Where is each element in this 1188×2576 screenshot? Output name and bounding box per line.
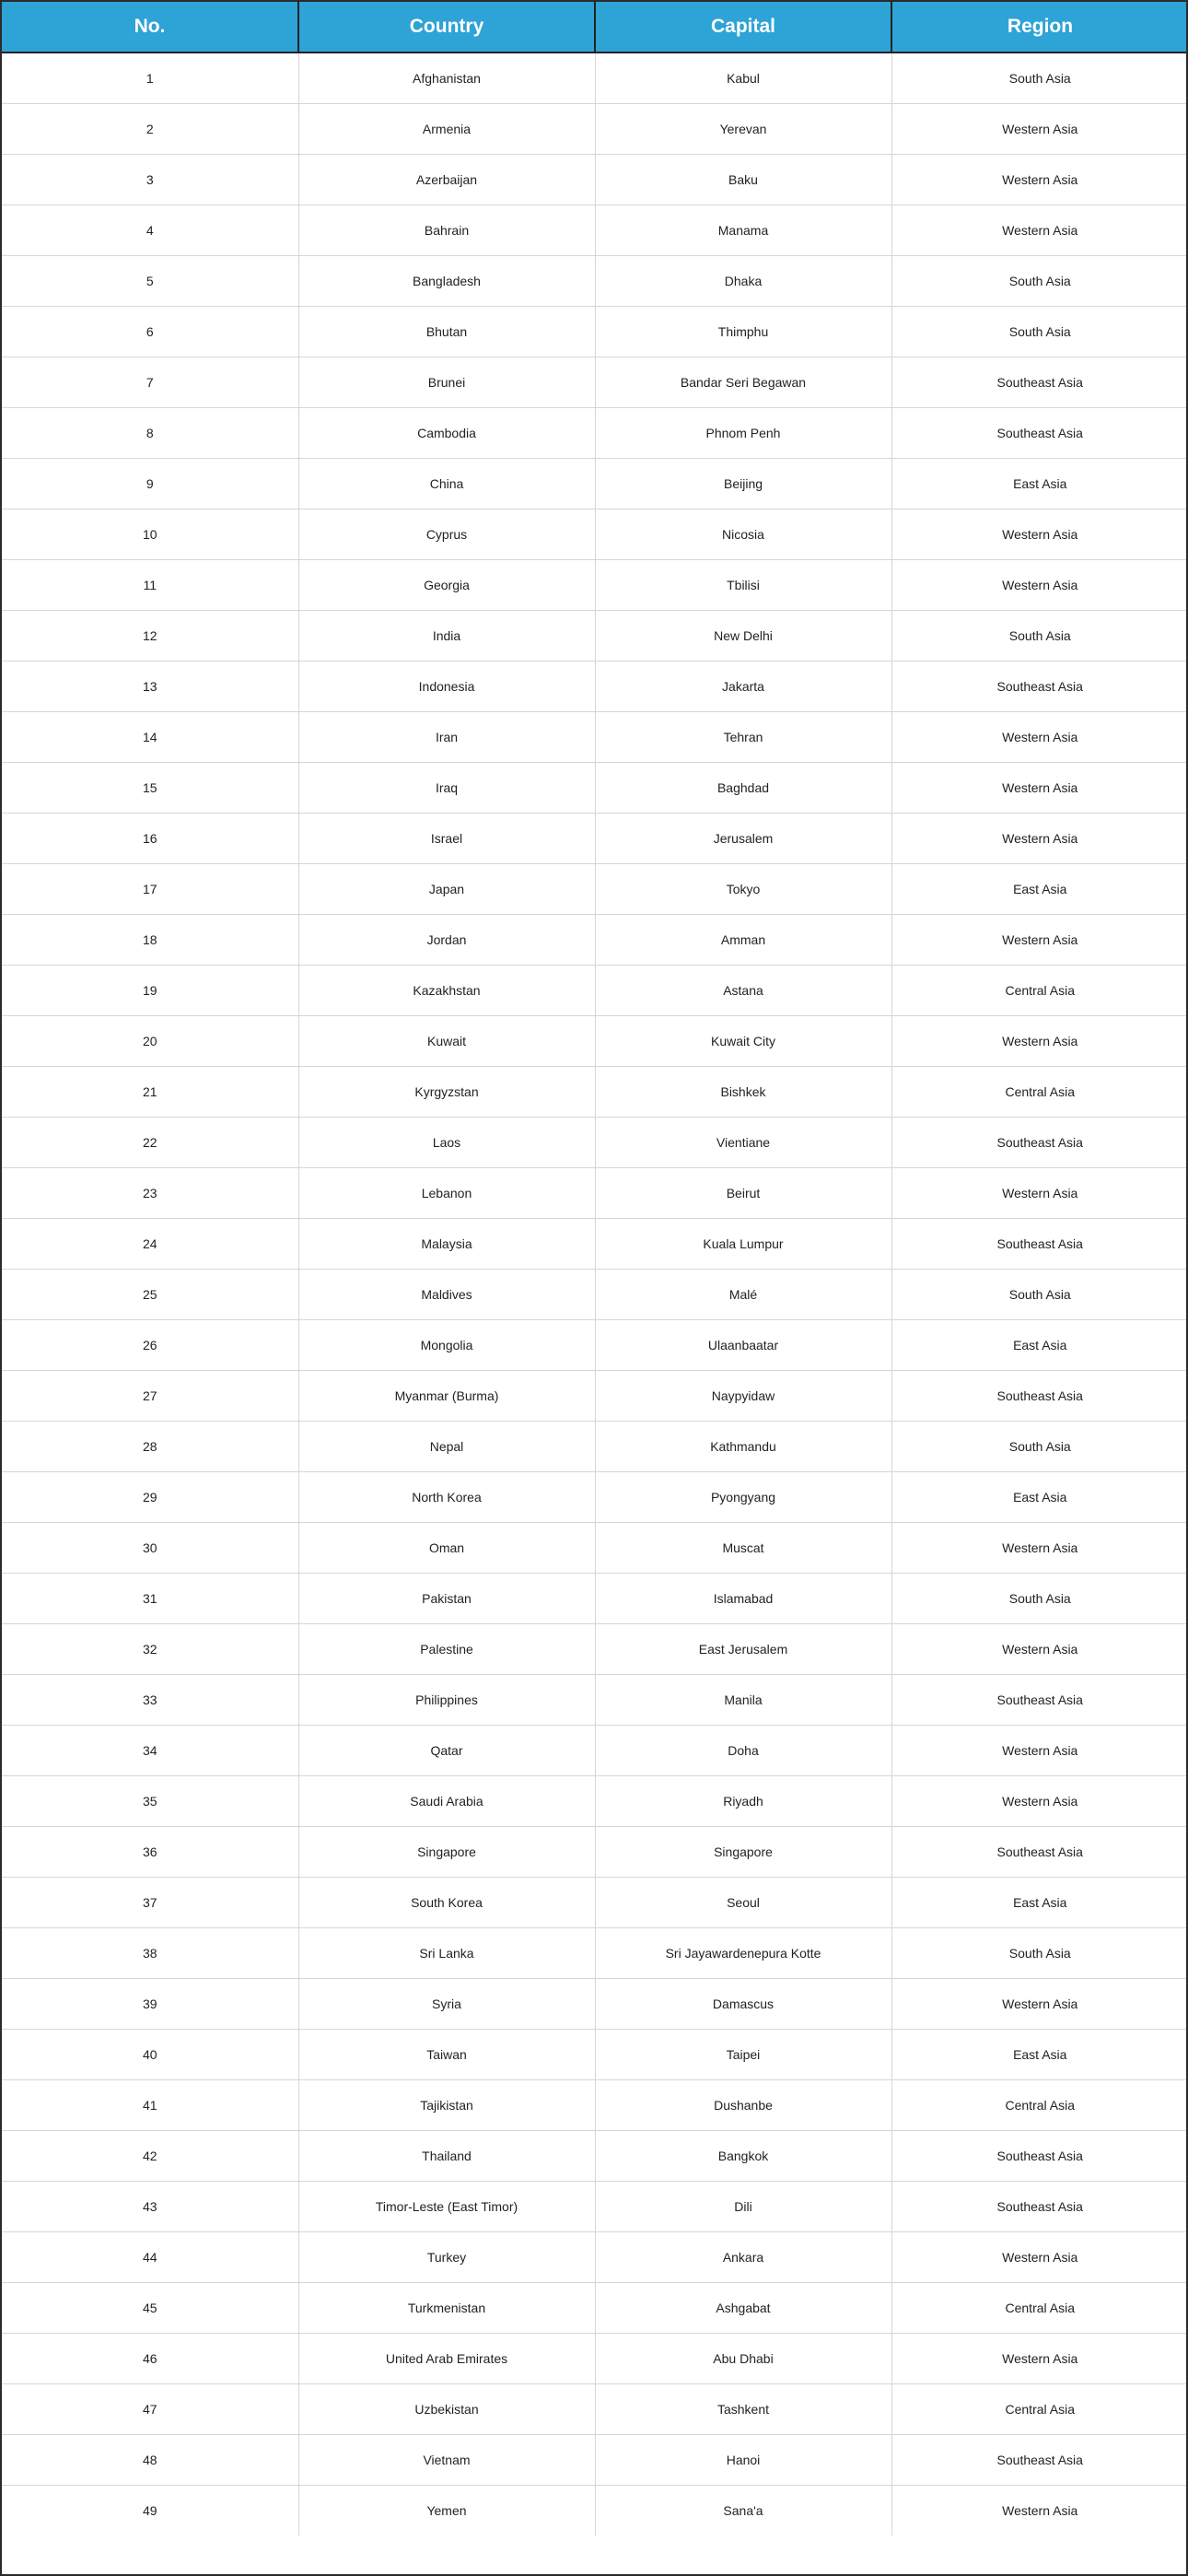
cell-no: 21 (2, 1066, 298, 1117)
cell-country: Cambodia (298, 407, 595, 458)
cell-country: South Korea (298, 1877, 595, 1927)
table-row (2, 2130, 1188, 2181)
cell-capital: Seoul (595, 1877, 891, 1927)
cell-capital: Hanoi (595, 2434, 891, 2485)
cell-no: 17 (2, 863, 298, 914)
cell-capital: Islamabad (595, 1573, 891, 1623)
table-row (2, 1775, 1188, 1826)
cell-region: Western Asia (891, 559, 1188, 610)
cell-region: Western Asia (891, 1015, 1188, 1066)
cell-country: Timor-Leste (East Timor) (298, 2181, 595, 2231)
cell-region: Western Asia (891, 1978, 1188, 2029)
cell-no: 29 (2, 1471, 298, 1522)
cell-region: Southeast Asia (891, 2130, 1188, 2181)
cell-country: Uzbekistan (298, 2383, 595, 2434)
cell-no: 46 (2, 2333, 298, 2383)
cell-capital: New Delhi (595, 610, 891, 661)
table-row (2, 509, 1188, 559)
cell-capital: Dili (595, 2181, 891, 2231)
cell-country: Indonesia (298, 661, 595, 711)
header-capital: Capital (595, 2, 891, 53)
table-row (2, 103, 1188, 154)
cell-region: South Asia (891, 1573, 1188, 1623)
cell-no: 26 (2, 1319, 298, 1370)
cell-no: 3 (2, 154, 298, 205)
table-row (2, 2079, 1188, 2130)
cell-capital: Naypyidaw (595, 1370, 891, 1421)
cell-no: 6 (2, 306, 298, 357)
cell-capital: Damascus (595, 1978, 891, 2029)
cell-no: 28 (2, 1421, 298, 1471)
cell-capital: Abu Dhabi (595, 2333, 891, 2383)
cell-no: 38 (2, 1927, 298, 1978)
cell-capital: Vientiane (595, 1117, 891, 1167)
table-row (2, 2485, 1188, 2535)
cell-country: North Korea (298, 1471, 595, 1522)
cell-region: Southeast Asia (891, 1674, 1188, 1725)
cell-country: Nepal (298, 1421, 595, 1471)
cell-no: 14 (2, 711, 298, 762)
cell-capital: Bishkek (595, 1066, 891, 1117)
cell-no: 2 (2, 103, 298, 154)
table-row (2, 1015, 1188, 1066)
table-row (2, 2231, 1188, 2282)
cell-country: Kazakhstan (298, 965, 595, 1015)
table-row (2, 205, 1188, 255)
cell-region: Central Asia (891, 2383, 1188, 2434)
table-row (2, 914, 1188, 965)
cell-capital: Bandar Seri Begawan (595, 357, 891, 407)
cell-region: Central Asia (891, 2282, 1188, 2333)
cell-no: 40 (2, 2029, 298, 2079)
cell-no: 12 (2, 610, 298, 661)
cell-no: 31 (2, 1573, 298, 1623)
table-row (2, 154, 1188, 205)
cell-country: Vietnam (298, 2434, 595, 2485)
cell-no: 41 (2, 2079, 298, 2130)
cell-capital: Baghdad (595, 762, 891, 813)
cell-no: 9 (2, 458, 298, 509)
cell-capital: Riyadh (595, 1775, 891, 1826)
cell-capital: Kuwait City (595, 1015, 891, 1066)
cell-no: 4 (2, 205, 298, 255)
cell-country: Yemen (298, 2485, 595, 2535)
cell-region: Western Asia (891, 2333, 1188, 2383)
header-region: Region (891, 2, 1188, 53)
table-row (2, 1826, 1188, 1877)
cell-country: Armenia (298, 103, 595, 154)
table-row (2, 458, 1188, 509)
cell-region: Southeast Asia (891, 1370, 1188, 1421)
cell-region: Western Asia (891, 711, 1188, 762)
cell-region: Western Asia (891, 205, 1188, 255)
cell-country: Oman (298, 1522, 595, 1573)
table-row (2, 255, 1188, 306)
cell-capital: Tokyo (595, 863, 891, 914)
cell-capital: Baku (595, 154, 891, 205)
cell-country: Japan (298, 863, 595, 914)
cell-region: South Asia (891, 1927, 1188, 1978)
cell-country: Laos (298, 1117, 595, 1167)
cell-no: 18 (2, 914, 298, 965)
cell-no: 47 (2, 2383, 298, 2434)
table-row (2, 1522, 1188, 1573)
cell-country: Iran (298, 711, 595, 762)
cell-no: 1 (2, 53, 298, 103)
cell-country: Israel (298, 813, 595, 863)
cell-capital: Ashgabat (595, 2282, 891, 2333)
table-row (2, 762, 1188, 813)
cell-region: East Asia (891, 1319, 1188, 1370)
cell-region: Western Asia (891, 914, 1188, 965)
cell-no: 32 (2, 1623, 298, 1674)
cell-capital: Tbilisi (595, 559, 891, 610)
header-country: Country (298, 2, 595, 53)
cell-country: Thailand (298, 2130, 595, 2181)
cell-capital: Astana (595, 965, 891, 1015)
cell-capital: Doha (595, 1725, 891, 1775)
cell-region: Western Asia (891, 1725, 1188, 1775)
cell-capital: Jerusalem (595, 813, 891, 863)
table-row (2, 813, 1188, 863)
cell-country: Brunei (298, 357, 595, 407)
cell-no: 8 (2, 407, 298, 458)
cell-no: 22 (2, 1117, 298, 1167)
table-row (2, 53, 1188, 103)
cell-capital: Amman (595, 914, 891, 965)
cell-capital: Kuala Lumpur (595, 1218, 891, 1269)
cell-country: Bhutan (298, 306, 595, 357)
table-row (2, 711, 1188, 762)
cell-capital: Beirut (595, 1167, 891, 1218)
cell-country: Georgia (298, 559, 595, 610)
cell-country: Turkmenistan (298, 2282, 595, 2333)
table-row (2, 965, 1188, 1015)
cell-capital: Phnom Penh (595, 407, 891, 458)
cell-no: 37 (2, 1877, 298, 1927)
table-row (2, 2029, 1188, 2079)
cell-region: Southeast Asia (891, 1826, 1188, 1877)
cell-capital: Tashkent (595, 2383, 891, 2434)
cell-no: 20 (2, 1015, 298, 1066)
cell-country: Myanmar (Burma) (298, 1370, 595, 1421)
cell-no: 10 (2, 509, 298, 559)
table-row (2, 1927, 1188, 1978)
cell-region: Central Asia (891, 1066, 1188, 1117)
cell-region: Western Asia (891, 813, 1188, 863)
cell-country: Kuwait (298, 1015, 595, 1066)
cell-capital: Kabul (595, 53, 891, 103)
cell-region: Southeast Asia (891, 2181, 1188, 2231)
cell-capital: Manama (595, 205, 891, 255)
cell-no: 43 (2, 2181, 298, 2231)
cell-region: Western Asia (891, 2231, 1188, 2282)
cell-region: Southeast Asia (891, 1218, 1188, 1269)
cell-country: Cyprus (298, 509, 595, 559)
cell-region: South Asia (891, 53, 1188, 103)
table-row (2, 2333, 1188, 2383)
table-row (2, 1167, 1188, 1218)
cell-no: 44 (2, 2231, 298, 2282)
table-row (2, 1471, 1188, 1522)
table-row (2, 1877, 1188, 1927)
cell-no: 19 (2, 965, 298, 1015)
cell-country: Mongolia (298, 1319, 595, 1370)
cell-capital: Pyongyang (595, 1471, 891, 1522)
cell-no: 16 (2, 813, 298, 863)
table-row (2, 559, 1188, 610)
cell-country: Syria (298, 1978, 595, 2029)
cell-country: Bangladesh (298, 255, 595, 306)
cell-capital: Malé (595, 1269, 891, 1319)
cell-region: South Asia (891, 306, 1188, 357)
cell-capital: Ulaanbaatar (595, 1319, 891, 1370)
table-row (2, 2282, 1188, 2333)
cell-region: Western Asia (891, 1167, 1188, 1218)
cell-capital: Bangkok (595, 2130, 891, 2181)
table-row (2, 306, 1188, 357)
cell-country: Lebanon (298, 1167, 595, 1218)
cell-country: Saudi Arabia (298, 1775, 595, 1826)
cell-country: Maldives (298, 1269, 595, 1319)
cell-country: Qatar (298, 1725, 595, 1775)
asia-countries-table (2, 2, 1188, 2535)
cell-region: Southeast Asia (891, 2434, 1188, 2485)
cell-region: Central Asia (891, 2079, 1188, 2130)
cell-region: South Asia (891, 1421, 1188, 1471)
table-row (2, 1117, 1188, 1167)
cell-no: 36 (2, 1826, 298, 1877)
cell-region: Western Asia (891, 1623, 1188, 1674)
cell-no: 48 (2, 2434, 298, 2485)
cell-no: 45 (2, 2282, 298, 2333)
cell-region: Western Asia (891, 1522, 1188, 1573)
cell-country: Singapore (298, 1826, 595, 1877)
cell-country: Malaysia (298, 1218, 595, 1269)
cell-capital: Sri Jayawardenepura Kotte (595, 1927, 891, 1978)
table-row (2, 1370, 1188, 1421)
table-row (2, 1623, 1188, 1674)
cell-region: Southeast Asia (891, 407, 1188, 458)
cell-country: Azerbaijan (298, 154, 595, 205)
cell-no: 23 (2, 1167, 298, 1218)
cell-capital: Dhaka (595, 255, 891, 306)
cell-region: East Asia (891, 1877, 1188, 1927)
cell-country: Iraq (298, 762, 595, 813)
cell-capital: Beijing (595, 458, 891, 509)
cell-no: 33 (2, 1674, 298, 1725)
cell-capital: Yerevan (595, 103, 891, 154)
cell-no: 24 (2, 1218, 298, 1269)
cell-region: Western Asia (891, 1775, 1188, 1826)
table-row (2, 1218, 1188, 1269)
cell-no: 49 (2, 2485, 298, 2535)
cell-no: 27 (2, 1370, 298, 1421)
cell-region: Western Asia (891, 509, 1188, 559)
cell-country: Sri Lanka (298, 1927, 595, 1978)
cell-capital: Jakarta (595, 661, 891, 711)
table-row (2, 661, 1188, 711)
cell-capital: Singapore (595, 1826, 891, 1877)
cell-no: 5 (2, 255, 298, 306)
cell-region: Western Asia (891, 762, 1188, 813)
cell-region: Central Asia (891, 965, 1188, 1015)
table-row (2, 863, 1188, 914)
cell-region: Western Asia (891, 154, 1188, 205)
cell-region: South Asia (891, 255, 1188, 306)
header-no: No. (2, 2, 298, 53)
cell-capital: Thimphu (595, 306, 891, 357)
cell-country: Philippines (298, 1674, 595, 1725)
cell-no: 42 (2, 2130, 298, 2181)
cell-country: United Arab Emirates (298, 2333, 595, 2383)
header-row (2, 2, 1188, 53)
cell-capital: Dushanbe (595, 2079, 891, 2130)
cell-country: Jordan (298, 914, 595, 965)
cell-region: East Asia (891, 458, 1188, 509)
table-row (2, 2434, 1188, 2485)
cell-no: 7 (2, 357, 298, 407)
cell-region: East Asia (891, 2029, 1188, 2079)
cell-capital: Muscat (595, 1522, 891, 1573)
cell-no: 25 (2, 1269, 298, 1319)
cell-region: Southeast Asia (891, 1117, 1188, 1167)
table-row (2, 1674, 1188, 1725)
table-row (2, 1066, 1188, 1117)
table-row (2, 1421, 1188, 1471)
cell-country: Taiwan (298, 2029, 595, 2079)
cell-region: Southeast Asia (891, 357, 1188, 407)
cell-country: India (298, 610, 595, 661)
table-row (2, 1978, 1188, 2029)
cell-country: Afghanistan (298, 53, 595, 103)
cell-region: South Asia (891, 610, 1188, 661)
table-row (2, 610, 1188, 661)
cell-no: 15 (2, 762, 298, 813)
cell-no: 39 (2, 1978, 298, 2029)
cell-country: Palestine (298, 1623, 595, 1674)
cell-country: Bahrain (298, 205, 595, 255)
cell-region: Western Asia (891, 103, 1188, 154)
cell-country: Kyrgyzstan (298, 1066, 595, 1117)
table-row (2, 2181, 1188, 2231)
cell-country: Tajikistan (298, 2079, 595, 2130)
table-row (2, 407, 1188, 458)
cell-region: Western Asia (1002, 2502, 1078, 2518)
cell-capital: Kathmandu (595, 1421, 891, 1471)
table-row (2, 1319, 1188, 1370)
cell-capital: Ankara (595, 2231, 891, 2282)
cell-no: 30 (2, 1522, 298, 1573)
cell-no: 34 (2, 1725, 298, 1775)
table-row (2, 1269, 1188, 1319)
cell-capital: Manila (595, 1674, 891, 1725)
cell-capital: Taipei (595, 2029, 891, 2079)
cell-country: Pakistan (298, 1573, 595, 1623)
table-body (2, 53, 1188, 2535)
cell-capital: Nicosia (595, 509, 891, 559)
cell-no: 13 (2, 661, 298, 711)
table-row (2, 2383, 1188, 2434)
table-row (2, 1725, 1188, 1775)
cell-region: East Asia (891, 863, 1188, 914)
cell-country: China (298, 458, 595, 509)
cell-region: South Asia (891, 1269, 1188, 1319)
cell-region: Southeast Asia (891, 661, 1188, 711)
table-row (2, 357, 1188, 407)
table-header (2, 2, 1188, 53)
cell-country: Turkey (298, 2231, 595, 2282)
table-row (2, 1573, 1188, 1623)
cell-region: East Asia (891, 1471, 1188, 1522)
cell-capital: Sana'a (595, 2485, 891, 2535)
cell-no: 11 (2, 559, 298, 610)
cell-no: 35 (2, 1775, 298, 1826)
cell-capital: Tehran (595, 711, 891, 762)
cell-capital: East Jerusalem (595, 1623, 891, 1674)
